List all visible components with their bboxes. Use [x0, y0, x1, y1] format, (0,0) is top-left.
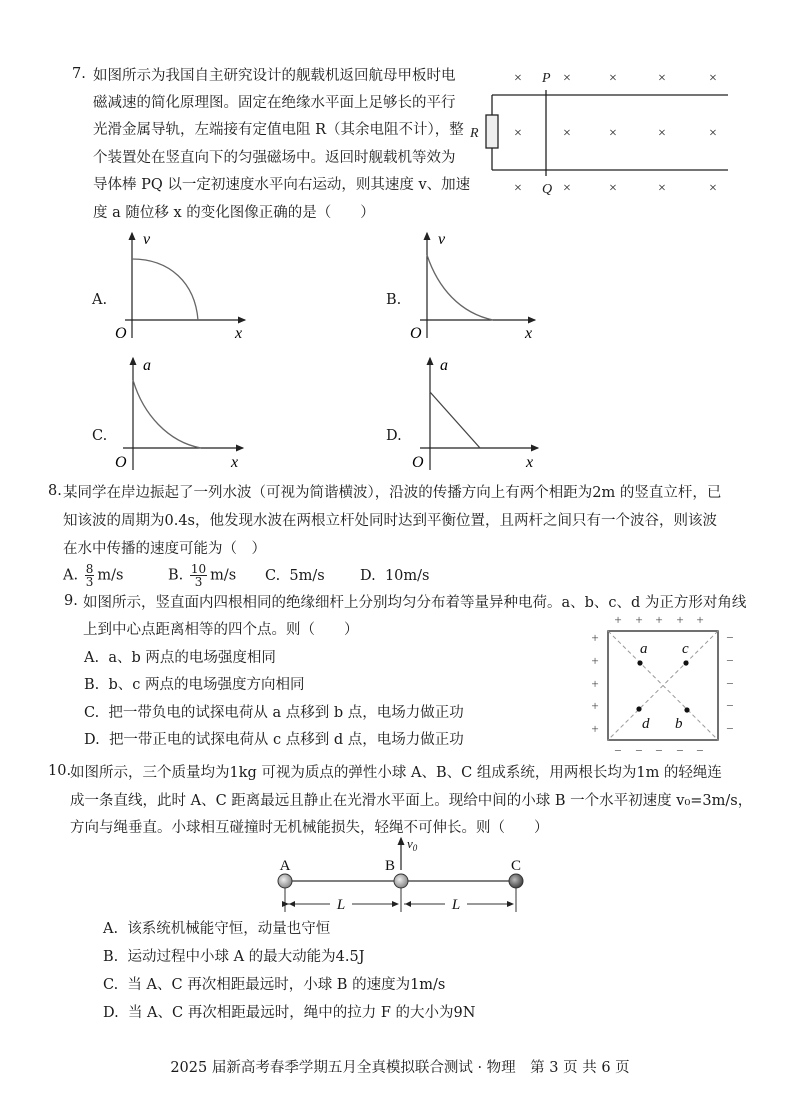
- svg-text:×: ×: [658, 181, 666, 196]
- svg-text:−: −: [726, 698, 734, 713]
- option-label-C[interactable]: C.: [92, 428, 108, 444]
- question-text-line: 度 a 随位移 x 的变化图像正确的是（ ）: [93, 205, 375, 221]
- option-C[interactable]: C. 把一带负电的试探电荷从 a 点移到 b 点，电场力做正功: [84, 705, 464, 721]
- option-A[interactable]: A. 该系统机械能守恒，动量也守恒: [103, 921, 331, 937]
- option-label: D.: [360, 568, 376, 584]
- svg-text:−: −: [726, 676, 734, 691]
- unit: m/s: [97, 567, 124, 584]
- svg-text:×: ×: [563, 181, 571, 196]
- svg-text:×: ×: [709, 126, 717, 141]
- svg-text:+: +: [591, 630, 599, 645]
- axis-label-y: a: [143, 357, 151, 374]
- svg-text:×: ×: [514, 71, 522, 86]
- fraction: $\frac{10}{3}$: [190, 562, 207, 589]
- point-c: c: [682, 641, 689, 657]
- svg-text:×: ×: [563, 71, 571, 86]
- svg-text:×: ×: [514, 126, 522, 141]
- svg-text:×: ×: [563, 126, 571, 141]
- svg-text:+: +: [591, 653, 599, 668]
- svg-text:−: −: [655, 743, 663, 756]
- option-label-B[interactable]: B.: [386, 292, 402, 308]
- option-D[interactable]: D. 当 A、C 再次相距最远时，绳中的拉力 F 的大小为9N: [103, 1005, 476, 1021]
- origin-label: O: [115, 325, 127, 342]
- ball-A-label: A: [279, 858, 291, 874]
- option-label: A.: [63, 567, 79, 584]
- svg-text:×: ×: [658, 71, 666, 86]
- svg-text:+: +: [591, 676, 599, 691]
- option-D[interactable]: [360, 566, 429, 586]
- svg-text:v0: $v_0$: [407, 836, 418, 853]
- svg-text:+: +: [591, 698, 599, 713]
- question-text-line: 磁减速的简化原理图。固定在绝缘水平面上足够长的平行: [93, 95, 456, 111]
- charged-rods-square-diagram: [588, 608, 740, 756]
- graph-option-A: [115, 228, 255, 343]
- ball-C-label: C: [510, 858, 522, 874]
- svg-text:×: ×: [609, 71, 617, 86]
- question-text-line: 成一条直线，此时 A、C 距离最远且静止在光滑水平面上。现给中间的小球 B 一个水平初速度 v₀=3m/s，: [70, 793, 753, 809]
- axis-label-y: v: [438, 231, 446, 248]
- question-text-line: 如图所示，竖直面内四根相同的绝缘细杆上分别均匀分布着等量异种电荷。a、b、c、d 为正方形对角线: [83, 595, 747, 611]
- axis-label-x: x: [526, 454, 534, 471]
- svg-text:+: +: [614, 612, 622, 627]
- question-text-line: 如图所示，三个质量均为1kg 可视为质点的弹性小球 A、B、C 组成系统，用两根长均为1m 的轻绳连: [70, 765, 722, 781]
- axis-label-y: v: [143, 231, 151, 248]
- label-Q: Q: [542, 182, 553, 197]
- question-text-line: 知该波的周期为0.4s，他发现水波在两根立杆处同时达到平衡位置，且两杆之间只有一个波谷，则该波: [63, 513, 717, 529]
- option-A[interactable]: A. a、b 两点的电场强度相同: [84, 650, 276, 666]
- unit: m/s: [210, 567, 237, 584]
- svg-text:+: +: [676, 612, 684, 627]
- option-C[interactable]: C. 当 A、C 再次相距最远时，小球 B 的速度为1m/s: [103, 977, 446, 993]
- option-label: C.: [265, 568, 281, 584]
- svg-text:+: +: [635, 612, 643, 627]
- fraction: $\frac{8}{3}$: [85, 562, 94, 589]
- svg-text:×: ×: [609, 181, 617, 196]
- svg-text:−: −: [635, 743, 643, 756]
- origin-label: O: [412, 454, 424, 471]
- option-C[interactable]: [265, 566, 325, 586]
- length-label: L: [336, 897, 346, 913]
- svg-text:×: ×: [709, 71, 717, 86]
- question-text-line: 光滑金属导轨，左端接有定值电阻 R（其余电阻不计），整: [93, 122, 464, 138]
- svg-text:×: ×: [514, 181, 522, 196]
- origin-label: O: [410, 325, 422, 342]
- svg-text:−: −: [726, 653, 734, 668]
- svg-text:−: −: [676, 743, 684, 756]
- svg-text:−: −: [614, 743, 622, 756]
- point-d: d: [642, 716, 650, 732]
- axis-label-x: x: [235, 325, 243, 342]
- option-text: 10m/s: [384, 568, 430, 584]
- question-number: 8.: [48, 483, 62, 499]
- svg-text:×: ×: [709, 181, 717, 196]
- question-number: 7.: [72, 66, 86, 82]
- option-B[interactable]: B. b、c 两点的电场强度方向相同: [84, 677, 305, 693]
- option-label: B.: [168, 567, 184, 584]
- graph-option-D: [410, 352, 550, 472]
- ball-B-label: B: [384, 858, 396, 874]
- rail-circuit-diagram: [470, 60, 740, 200]
- svg-text:+: +: [696, 612, 704, 627]
- option-B[interactable]: B. 运动过程中小球 A 的最大动能为4.5J: [103, 949, 365, 965]
- label-R: R: [470, 126, 479, 141]
- svg-text:−: −: [726, 721, 734, 736]
- option-label-D[interactable]: D.: [386, 428, 402, 444]
- page-footer: 2025 届新高考春季学期五月全真模拟联合测试 · 物理 第 3 页 共 6 页: [170, 1060, 630, 1076]
- option-B[interactable]: [168, 563, 236, 588]
- question-text-line: 个装置处在竖直向下的匀强磁场中。返回时舰载机等效为: [93, 150, 456, 166]
- question-text-line: 某同学在岸边振起了一列水波（可视为简谐横波），沿波的传播方向上有两个相距为2m 的竖直立杆，已: [63, 485, 722, 501]
- svg-text:−: −: [726, 630, 734, 645]
- three-ball-rope-diagram: [262, 830, 542, 915]
- question-number: 10.: [48, 763, 72, 779]
- origin-label: O: [115, 454, 127, 471]
- svg-text:×: ×: [609, 126, 617, 141]
- option-A[interactable]: [63, 563, 123, 588]
- svg-text:−: −: [696, 743, 704, 756]
- question-text-line: 如图所示为我国自主研究设计的舰载机返回航母甲板时电: [93, 68, 456, 84]
- question-text-line: 在水中传播的速度可能为（ ）: [63, 541, 266, 557]
- axis-label-y: a: [440, 357, 448, 374]
- svg-text:+: +: [655, 612, 663, 627]
- question-number: 9.: [64, 593, 78, 609]
- option-label-A[interactable]: A.: [92, 292, 108, 308]
- svg-text:×: ×: [658, 126, 666, 141]
- question-text-line: 方向与绳垂直。小球相互碰撞时无机械能损失，轻绳不可伸长。则（ ）: [70, 820, 549, 836]
- length-label: L: [451, 897, 461, 913]
- svg-text:+: +: [591, 721, 599, 736]
- graph-option-B: [410, 228, 550, 343]
- label-P: P: [542, 71, 551, 86]
- point-a: a: [640, 641, 648, 657]
- graph-option-C: [113, 352, 253, 472]
- axis-label-x: x: [231, 454, 239, 471]
- question-text-line: 上到中心点距离相等的四个点。则（ ）: [83, 622, 359, 638]
- option-D[interactable]: D. 把一带正电的试探电荷从 c 点移到 d 点，电场力做正功: [84, 732, 464, 748]
- question-text-line: 导体棒 PQ 以一定初速度水平向右运动，则其速度 v、加速: [93, 177, 471, 193]
- point-b: b: [675, 716, 683, 732]
- axis-label-x: x: [525, 325, 533, 342]
- option-text: 5m/s: [289, 568, 325, 584]
